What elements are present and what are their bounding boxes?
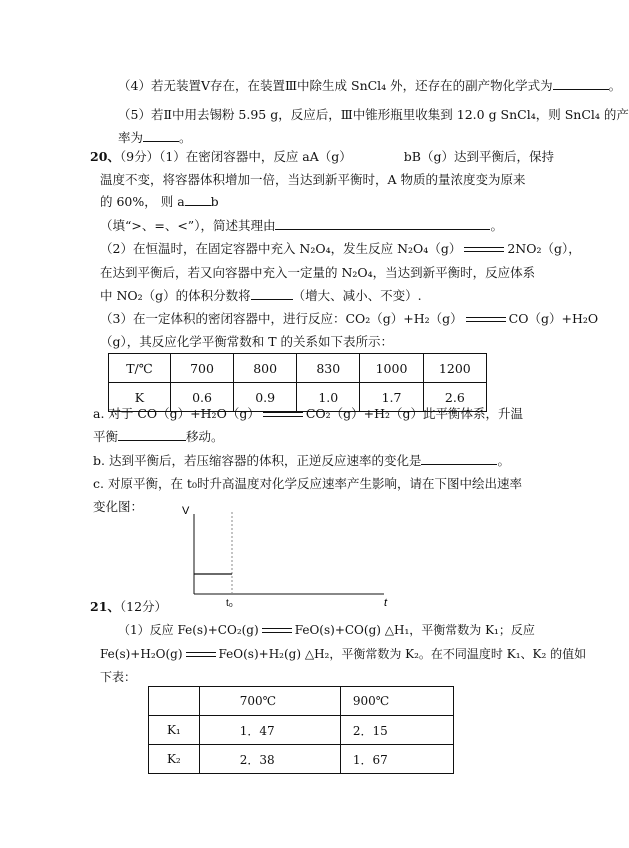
table-cell: K₁: [149, 716, 200, 745]
q20-part2-line1: （2）在恒温时，在固定容器中充入 N₂O₄，发生反应 N₂O₄（g） 2NO₂（g），: [100, 241, 581, 256]
table-cell: 1．67: [340, 745, 453, 774]
table-cell: 830: [297, 354, 360, 383]
q20-part2-line2: 在达到平衡后，若又向容器中充入一定量的 N₂O₄，当达到新平衡时，反应体系: [100, 265, 536, 280]
q20-part-a-line1: a. 对于 CO（g）+H₂O（g） CO₂（g）+H₂（g）此平衡体系，升温: [93, 406, 524, 421]
q20-part3-line2: （g），其反应化学平衡常数和 T 的关系如下表所示：: [100, 334, 394, 349]
q19-part4: （4）若无装置Ⅴ存在，在装置Ⅲ中除生成 SnCl₄ 外，还存在的副产物化学式为 。: [118, 78, 622, 93]
table-cell: T/℃: [109, 354, 171, 383]
table-cell: 700: [170, 354, 233, 383]
table-row: [149, 687, 454, 716]
equilibrium-arrow-icon: [263, 410, 303, 420]
table-cell: 2.6: [423, 383, 486, 412]
question-number: 21、: [90, 599, 120, 614]
q20-part-b: b. 达到平衡后，若压缩容器的体积，正逆反应速率的变化是 。: [93, 453, 510, 468]
table-cell: 0.6: [170, 383, 233, 412]
q20-part1-line2: 温度不变，将容器体积增加一倍，当达到新平衡时，A 物质的量浓度变为原来: [100, 172, 526, 187]
k-vs-temperature-table: [108, 353, 487, 412]
q21-part1-line1: （1）反应 Fe(s)+CO₂(g) FeO(s)+CO(g) △H₁，平衡常数为 K₁；反应: [118, 623, 535, 637]
rate-time-graph[interactable]: [170, 500, 400, 615]
table-cell: K: [109, 383, 171, 412]
table-cell: K₂: [149, 745, 200, 774]
table-cell: 700℃: [199, 687, 340, 716]
q20-part-c-line2: 变化图：: [93, 499, 144, 514]
answer-blank[interactable]: [553, 77, 609, 90]
table-cell: 0.9: [234, 383, 297, 412]
table-cell: 2．15: [340, 716, 453, 745]
answer-blank[interactable]: [421, 452, 497, 465]
x-axis-label: t: [384, 597, 388, 609]
t0-label: t₀: [226, 598, 233, 609]
table-row: [149, 745, 454, 774]
q20-part2-line3: 中 NO₂（g）的体积分数将 （增大、减小、不变）.: [100, 288, 422, 303]
equilibrium-arrow-icon: [466, 315, 506, 325]
answer-blank[interactable]: [185, 193, 211, 206]
q21-header: 21、（12分）: [90, 599, 168, 614]
equilibrium-arrow-icon: [464, 245, 504, 255]
answer-blank[interactable]: [118, 428, 186, 441]
answer-blank[interactable]: [251, 287, 293, 300]
y-axis-label: V: [182, 505, 190, 517]
q20-part-c-line1: c. 对原平衡，在 t₀时升高温度对化学反应速率产生影响，请在下图中绘出速率: [93, 476, 522, 491]
table-cell: 1000: [360, 354, 423, 383]
q20-part-a-line2: 平衡 移动。: [93, 429, 224, 444]
question-number: 20、: [90, 149, 120, 164]
q20-part1-line4: （填“>、=、<”），简述其理由 。: [100, 218, 503, 233]
table-cell: 1200: [423, 354, 486, 383]
table-cell: 800: [234, 354, 297, 383]
table-row: [109, 354, 487, 383]
k1-k2-table: [148, 686, 454, 774]
answer-blank[interactable]: [275, 217, 490, 230]
q21-part1-line3: 下表：: [100, 670, 137, 684]
table-cell: 1．47: [199, 716, 340, 745]
equilibrium-arrow-icon: [262, 626, 292, 636]
q20-part1-line3: 的 60%， 则 a b: [100, 194, 219, 209]
table-cell: 900℃: [340, 687, 453, 716]
q19-part5-line2: 率为 。: [118, 130, 192, 145]
table-cell: 1.0: [297, 383, 360, 412]
table-cell: [149, 687, 200, 716]
table-cell: 2．38: [199, 745, 340, 774]
answer-blank[interactable]: [143, 129, 179, 142]
table-row: [149, 716, 454, 745]
q19-part5-line1: （5）若Ⅱ中用去锡粉 5.95 g，反应后，Ⅲ中锥形瓶里收集到 12.0 g SnCl₄，则 SnCl₄ 的产: [118, 107, 629, 122]
table-cell: 1.7: [360, 383, 423, 412]
equilibrium-arrow-icon: [186, 650, 216, 660]
q20-part3-line1: （3）在一定体积的密闭容器中，进行反应：CO₂（g）+H₂（g） CO（g）+H₂O: [100, 311, 599, 326]
q20-part1-line1: 20、（9分）（1）在密闭容器中，反应 aA（g） bB（g）达到平衡后，保持: [90, 149, 554, 164]
q21-part1-line2: Fe(s)+H₂O(g) FeO(s)+H₂(g) △H₂，平衡常数为 K₂。在不同温度时 K₁、K₂ 的值如: [100, 647, 587, 661]
